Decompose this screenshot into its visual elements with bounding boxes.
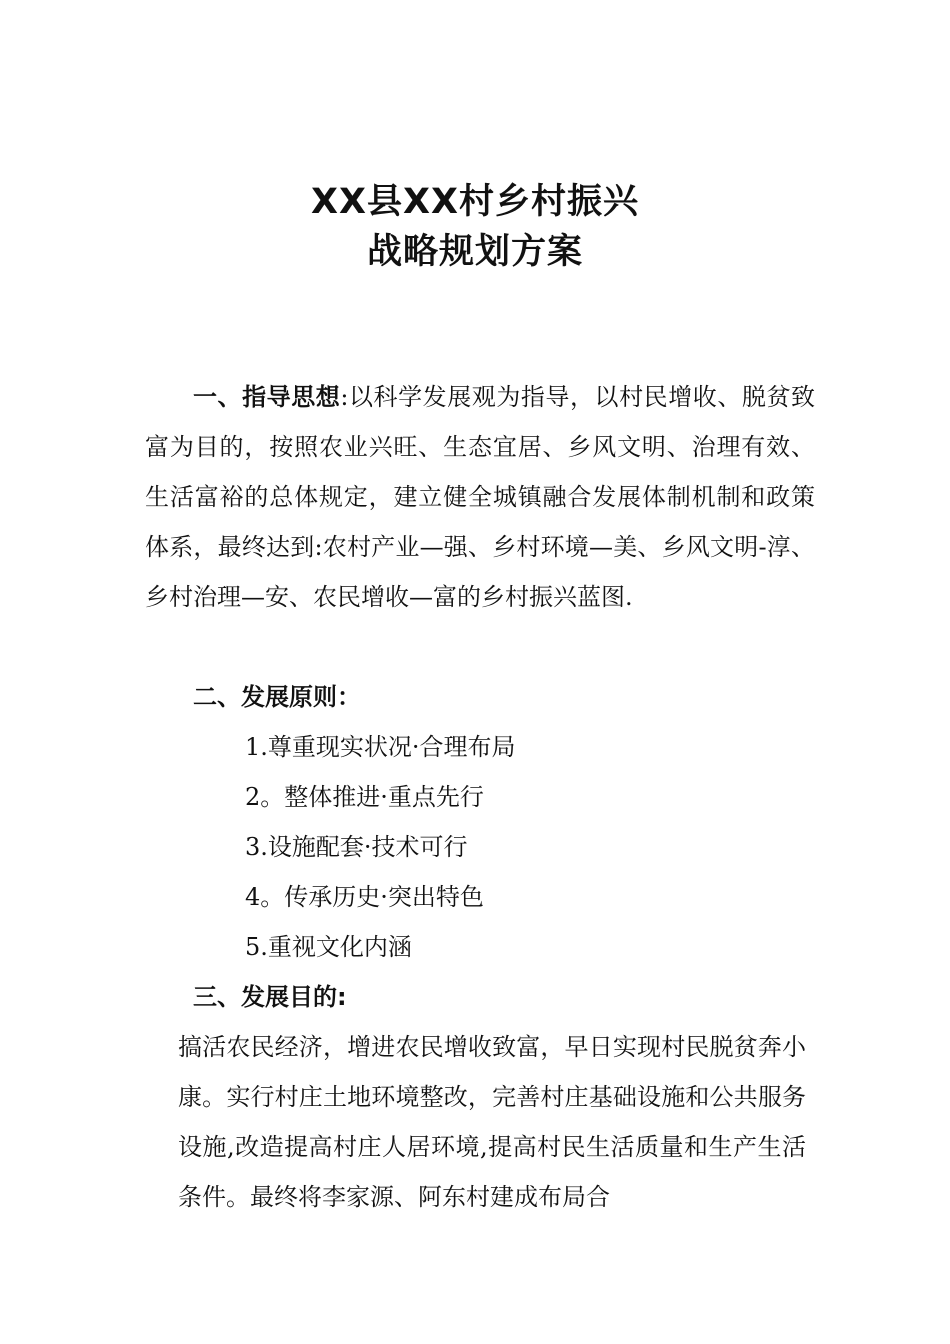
section-heading-guiding-ideology: 一、指导思想	[193, 383, 341, 411]
section-guiding-ideology	[145, 372, 815, 622]
principle-item: 5.重视文化内涵	[245, 933, 412, 961]
document-title-line-2: 战略规划方案	[366, 232, 583, 272]
principle-item: 2。整体推进·重点先行	[245, 783, 484, 811]
principles-list	[245, 722, 516, 972]
principle-item: 1.尊重现实状况·合理布局	[245, 733, 516, 761]
principle-item: 3.设施配套·技术可行	[245, 833, 468, 861]
principle-item: 4。传承历史·突出特色	[245, 883, 484, 911]
section-heading-principles: 二、发展原则：	[193, 683, 361, 711]
document-title-line-1: XX县XX村乡村振兴	[311, 182, 639, 222]
section-heading-goals: 三、发展目的:	[193, 983, 347, 1011]
goals-text: 搞活农民经济，增进农民增收致富，早日实现村民脱贫奔小康。实行村庄土地环境整改，完善村庄基础设施和公共服务设施,改造提高村庄人居环境,提高村民生活质量和生产生活条件。最终将李家源、阿东村建成布局合	[178, 1033, 806, 1211]
guiding-ideology-text: :以科学发展观为指导，以村民增收、脱贫致富为目的，按照农业兴旺、生态宜居、乡风文明、治理有效、生活富裕的总体规定，建立健全城镇融合发展体制机制和政策体系，最终达到:农村产业—强、乡村环境—美、乡风文明-淳、乡村治理—安、农民增收—富的乡村振兴蓝图.	[145, 383, 815, 611]
